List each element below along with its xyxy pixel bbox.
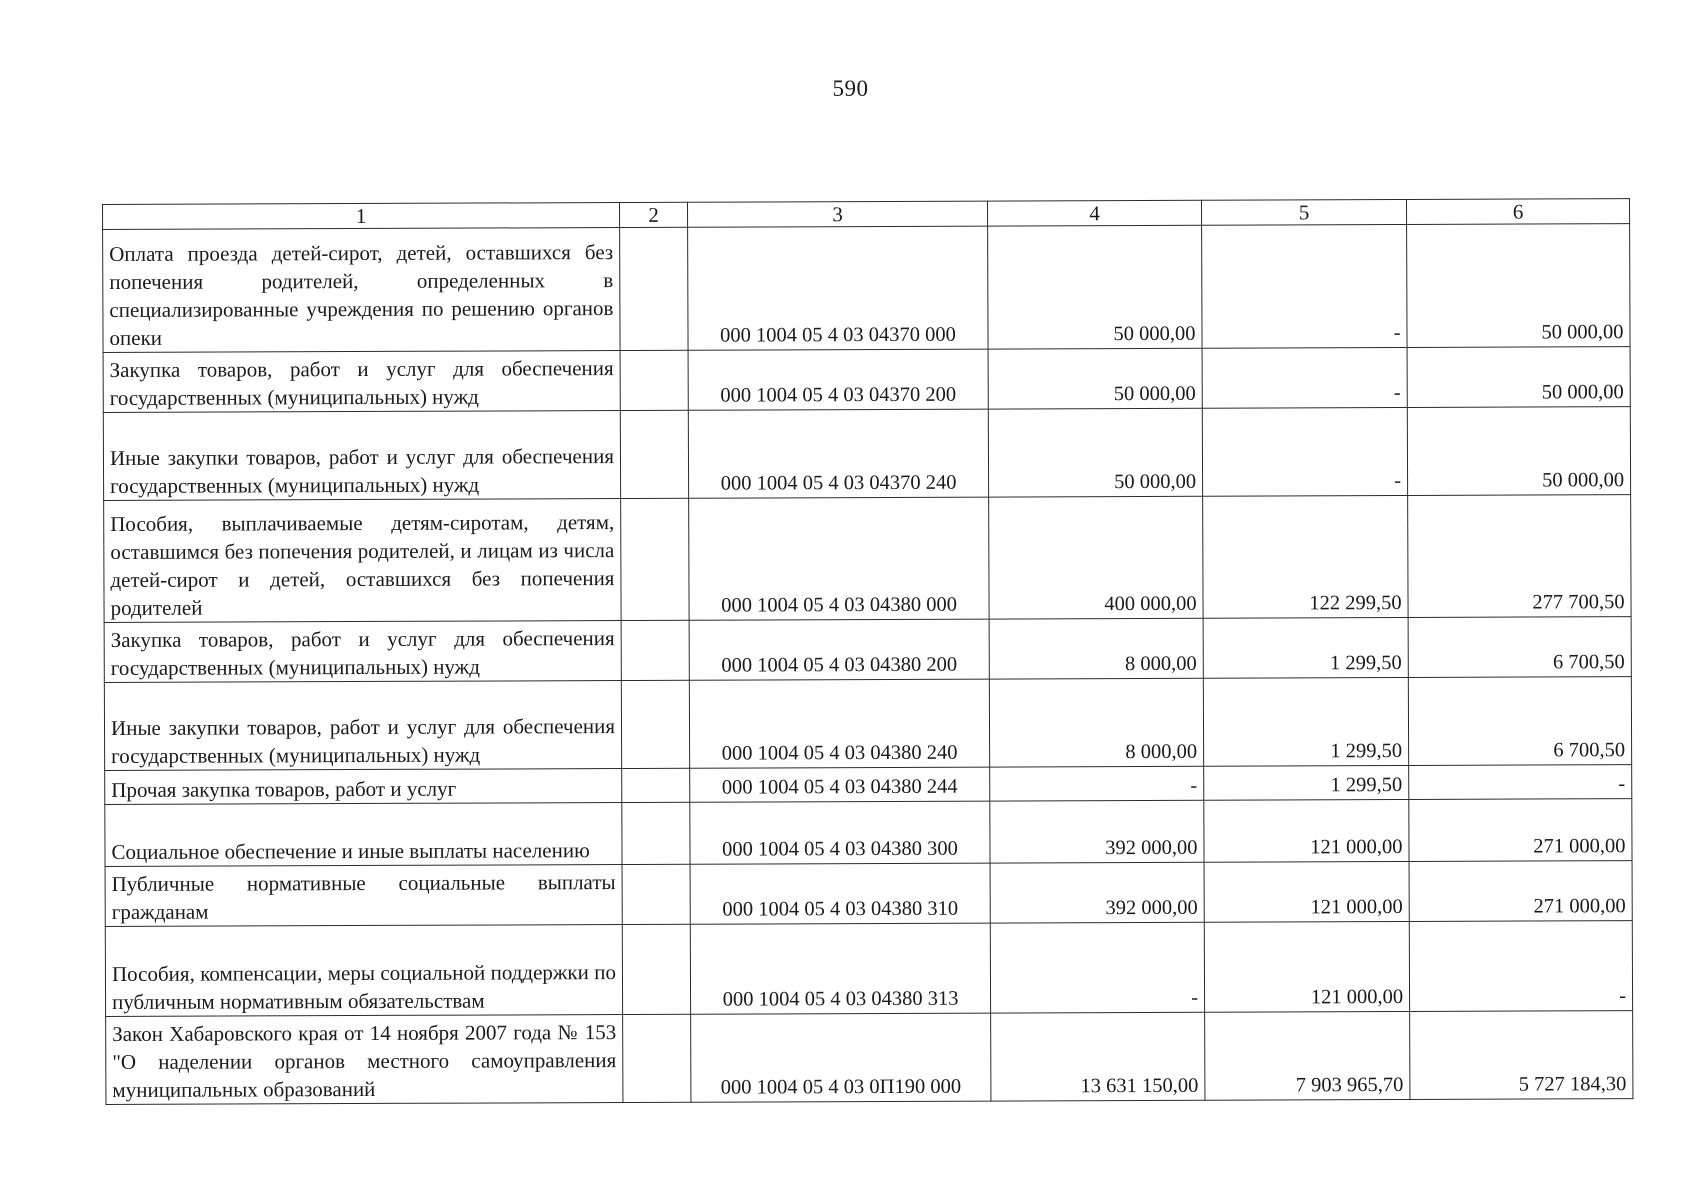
row-amount-4: 50 000,00 — [988, 408, 1202, 497]
budget-table — [102, 198, 1633, 1105]
table-row — [105, 921, 1632, 1017]
row-amount-4: 8 000,00 — [989, 618, 1203, 679]
row-name: Иные закупки товаров, работ и услуг для обеспечения государственных (муниципальных) нужд — [104, 681, 621, 771]
row-name: Пособия, компенсации, меры социальной поддержки по публичным нормативным обязательствам — [105, 925, 622, 1017]
row-col2 — [623, 1014, 691, 1102]
row-name: Пособия, выплачиваемые детям-сиротам, детям, оставшимся без попечения родителей, и лицам из числа детей-сирот и детей, оставшихся без попечения родителей — [104, 499, 621, 623]
row-col2 — [620, 227, 688, 350]
row-code: 000 1004 05 4 03 04370 240 — [688, 409, 988, 498]
row-amount-6: 6 700,50 — [1408, 677, 1631, 766]
row-amount-5: 122 299,50 — [1203, 495, 1408, 618]
row-amount-6: 50 000,00 — [1407, 347, 1630, 408]
row-amount-5: - — [1202, 347, 1407, 408]
row-amount-6: 6 700,50 — [1408, 617, 1631, 678]
row-amount-4: 50 000,00 — [988, 348, 1202, 409]
row-code: 000 1004 05 4 03 04380 300 — [690, 801, 990, 864]
table-row — [104, 495, 1631, 623]
row-col2 — [621, 498, 689, 620]
row-col2 — [622, 864, 690, 924]
row-col2 — [622, 768, 690, 802]
row-amount-6: - — [1409, 765, 1632, 800]
row-name: Прочая закупка товаров, работ и услуг — [105, 769, 622, 805]
row-amount-6: 271 000,00 — [1409, 861, 1632, 922]
row-amount-5: 7 903 965,70 — [1205, 1011, 1410, 1100]
row-amount-4: 13 631 150,00 — [991, 1012, 1205, 1101]
row-amount-4: - — [990, 922, 1204, 1013]
row-amount-6: 5 727 184,30 — [1410, 1011, 1633, 1100]
page-number: 590 — [832, 76, 869, 101]
column-header-2: 2 — [619, 202, 687, 227]
row-code: 000 1004 05 4 03 04380 000 — [689, 497, 989, 620]
row-code: 000 1004 05 4 03 04380 244 — [690, 767, 990, 802]
column-header-5: 5 — [1201, 199, 1406, 225]
row-amount-5: - — [1202, 407, 1407, 496]
budget-table-sheet — [102, 198, 1633, 1105]
row-amount-5: - — [1202, 224, 1407, 348]
row-code: 000 1004 05 4 03 04370 000 — [688, 226, 988, 350]
row-code: 000 1004 05 4 03 04380 200 — [689, 619, 989, 680]
row-amount-5: 121 000,00 — [1204, 921, 1409, 1012]
table-row — [105, 799, 1632, 867]
row-amount-5: 1 299,50 — [1204, 765, 1409, 800]
column-header-1: 1 — [103, 203, 620, 230]
row-amount-5: 121 000,00 — [1204, 799, 1409, 862]
row-col2 — [620, 350, 688, 410]
row-col2 — [620, 410, 688, 498]
row-amount-6: 277 700,50 — [1408, 495, 1631, 618]
row-amount-5: 1 299,50 — [1203, 677, 1408, 766]
row-name: Оплата проезда детей-сирот, детей, оставшихся без попечения родителей, определенных в специализированные учреждения по решению органов опеки — [103, 228, 620, 353]
column-header-3: 3 — [687, 201, 987, 227]
table-row — [105, 765, 1632, 805]
column-header-4: 4 — [987, 200, 1201, 226]
row-amount-5: 121 000,00 — [1204, 861, 1409, 922]
row-amount-6: 50 000,00 — [1407, 224, 1630, 348]
row-code: 000 1004 05 4 03 04370 200 — [688, 349, 988, 410]
row-code: 000 1004 05 4 03 04380 313 — [690, 923, 990, 1014]
table-row — [103, 347, 1630, 413]
row-name: Социальное обеспечение и иные выплаты населению — [105, 803, 622, 867]
table-row — [106, 1011, 1633, 1105]
table-row — [104, 677, 1631, 771]
row-col2 — [622, 924, 690, 1014]
row-amount-6: 271 000,00 — [1409, 799, 1632, 862]
row-amount-4: 50 000,00 — [988, 225, 1202, 349]
row-name: Иные закупки товаров, работ и услуг для обеспечения государственных (муниципальных) нужд — [103, 411, 620, 501]
row-name: Закупка товаров, работ и услуг для обеспечения государственных (муниципальных) нужд — [104, 621, 621, 683]
table-row — [105, 861, 1632, 927]
row-code: 000 1004 05 4 03 0П190 000 — [691, 1013, 991, 1102]
row-name: Публичные нормативные социальные выплаты гражданам — [105, 865, 622, 927]
row-amount-6: 50 000,00 — [1407, 407, 1630, 496]
column-header-6: 6 — [1406, 199, 1629, 225]
table-row — [104, 617, 1631, 683]
row-col2 — [622, 802, 690, 864]
row-code: 000 1004 05 4 03 04380 310 — [690, 863, 990, 924]
row-col2 — [621, 620, 689, 680]
row-amount-4: 8 000,00 — [989, 678, 1203, 767]
row-amount-6: - — [1409, 921, 1632, 1012]
table-row — [103, 407, 1630, 501]
row-amount-4: 392 000,00 — [990, 800, 1204, 863]
row-amount-4: 400 000,00 — [989, 496, 1203, 619]
table-row — [103, 224, 1630, 353]
row-amount-4: - — [990, 766, 1204, 801]
row-name: Закон Хабаровского края от 14 ноября 2007 года № 153 "О наделении органов местного самоуправления муниципальных образований — [106, 1015, 623, 1105]
row-col2 — [621, 680, 689, 768]
row-amount-4: 392 000,00 — [990, 862, 1204, 923]
row-code: 000 1004 05 4 03 04380 240 — [689, 679, 989, 768]
row-name: Закупка товаров, работ и услуг для обеспечения государственных (муниципальных) нужд — [103, 351, 620, 413]
row-amount-5: 1 299,50 — [1203, 617, 1408, 678]
